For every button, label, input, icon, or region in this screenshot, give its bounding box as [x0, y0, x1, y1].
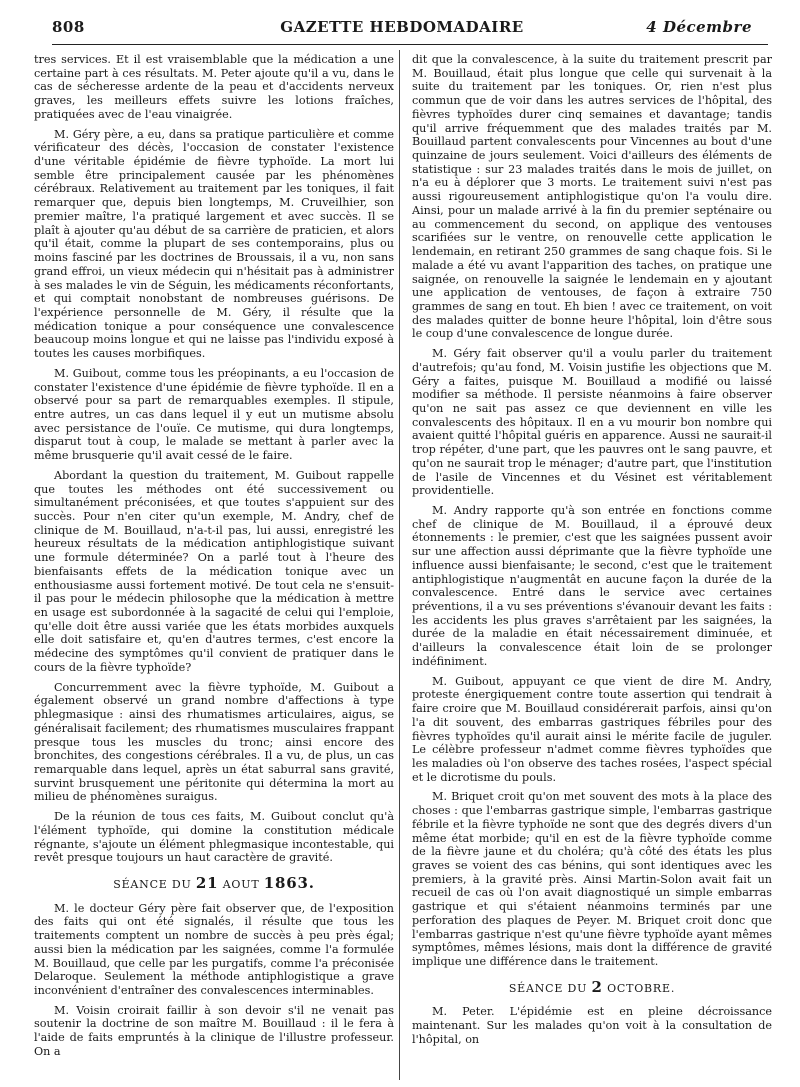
issue-date: 4 Décembre: [646, 18, 752, 36]
paragraph: tres services. Et il est vraisemblable que la médication a une certaine part à ces résultats. M. Peter ajoute qu'il a vu, dans le cas de sécheresse ardente de la peau et d'accidents nerveux graves, les meilleurs effets suivre les lotions fraîches, pratiquées avec de l'eau vinaigrée.: [34, 53, 394, 121]
paragraph: M. Guibout, comme tous les préopinants, a eu l'occasion de constater l'existence d'une épidémie de fièvre typhoïde. Il en a observé pour sa part de remarquables exemples. Il stipule, entre autres, un cas dans lequel il y eut un mutisme absolu avec persistance de l'ouïe. Ce mutisme, qui dura longtemps, disparut tout à coup, le malade se mettant à parler avec la même brusquerie qu'il avait cessé de le faire.: [34, 366, 394, 463]
paragraph: dit que la convalescence, à la suite du traitement prescrit par M. Bouillaud, était plus longue que celle qui survenait à la suite du traitement par les toniques. Or, rien n'est plus commun que de voir dans les autres services de l'hôpital, des fièvres typhoïdes durer cinq semaines et davantage; tandis qu'il arrive fréquemment que des malades traités par M. Bouillaud partent convalescents pour Vincennes au bout d'une quinzaine de jours seulement. Voici d'ailleurs des éléments de statistique : sur 23 malades traités dans le mois de juillet, on n'a eu à déplorer que 3 morts. Le traitement suivi n'est pas aussi rigoureusement antiphlogistique qu'on l'a voulu dire. Ainsi, pour un malade arrivé à la fin du premier septénaire ou au commencement du second, on applique des ventouses scarifiées sur le ventre, on renouvelle cette application le lendemain, en retirant 250 grammes de sang chaque fois. Si le malade a été vu avant l'apparition des taches, on pratique une saignée, on renouvelle la saignée le lendemain en y ajoutant une application de ventouses, de façon à extraire 750 grammes de sang en tout. Eh bien ! avec ce traitement, on voit des malades quitter de bonne heure l'hôpital, loin d'être sous le coup d'une convalescence de longue durée.: [412, 53, 772, 341]
journal-title: GAZETTE HEBDOMADAIRE: [280, 18, 524, 36]
left-column: [34, 53, 394, 1065]
session-prefix: SÉANCE DU: [113, 877, 192, 891]
session-year: 1863.: [263, 873, 315, 892]
session-month: OCTOBRE.: [607, 981, 676, 995]
paragraph: Abordant la question du traitement, M. Guibout rappelle que toutes les méthodes ont été successivement ou simultanément préconisées, et que toutes s'appuient sur des succès. Pour n'en citer qu'un exemple, M. Andry, chef de clinique de M. Bouillaud, n'a-t-il pas, lui aussi, enregistré les heureux résultats de la médication antiphlogistique suivant une formule déterminée? On a parlé tout à l'heure des bienfaisants effets de la médication tonique avec un enthousiasme aussi fortement motivé. De tout cela ne s'ensuit-il pas pour le médecin philosophe que la médication à mettre en usage est subordonnée à la sagacité de celui qui l'emploie, qu'elle doit être aussi variée que les états morbides auxquels elle doit satisfaire et, qu'en d'autres termes, c'est encore la médecine des symptômes qu'il convient de pratiquer dans le cours de la fièvre typhoïde?: [34, 468, 394, 674]
paragraph: M. Géry fait observer qu'il a voulu parler du traitement d'autrefois; qu'au fond, M. Voisin justifie les objections que M. Géry a faites, puisque M. Bouillaud a modifié ou laissé modifier sa méthode. Il persiste néanmoins à faire observer qu'on ne sait pas assez ce que deviennent en ville les convalescents des hôpitaux. Il en a vu mourir bon nombre qui avaient quitté l'hôpital guéris en apparence. Aussi ne saurait-il trop répéter, d'une part, que les pauvres ont le sang pauvre, et qu'on ne saurait trop le ménager; d'autre part, que l'institution de l'asile de Vincennes et du Vésinet est véritablement providentielle.: [412, 347, 772, 498]
paragraph: M. Guibout, appuyant ce que vient de dire M. Andry, proteste énergiquement contre toute assertion qui tendrait à faire croire que M. Bouillaud considérerait parfois, ainsi qu'on l'a dit souvent, des embarras gastriques fébriles pour des fièvres typhoïdes qu'il aurait ainsi le mérite facile de juguler. Le célèbre professeur n'admet comme fièvres typhoïdes que les maladies où l'on observe des taches rosées, l'aspect spécial et le dicrotisme du pouls.: [412, 674, 772, 784]
right-column: [412, 53, 772, 1053]
session-month: AOUT: [222, 877, 260, 891]
paragraph: M. Briquet croit qu'on met souvent des mots à la place des choses : que l'embarras gastrique simple, l'embarras gastrique fébrile et la fièvre typhoïde ne sont que des degrés divers d'un même état morbide; qu'il en est de la fièvre typhoïde comme de la fièvre jaune et du choléra; qu'à côté des états les plus graves se voient des cas bénins, qui sont identiques avec les premiers, à la gravité près. Ainsi Martin-Solon avait fait un recueil de cas où l'on avait diagnostiqué un simple embarras gastrique et qui s'étaient néanmoins terminés par une perforation des plaques de Peyer. M. Briquet croit donc que l'embarras gastrique n'est qu'une fièvre typhoïde ayant mêmes symptômes, mêmes lésions, mais dont la différence de gravité implique une différence dans le traitement.: [412, 790, 772, 968]
paragraph: M. Voisin croirait faillir à son devoir s'il ne venait pas soutenir la doctrine de son maître M. Bouillaud : il le fera à l'aide de faits empruntés à la clinique de l'illustre professeur. On a: [34, 1003, 394, 1058]
page-header: [52, 18, 752, 42]
paragraph: De la réunion de tous ces faits, M. Guibout conclut qu'à l'élément typhoïde, qui domine la constitution médicale régnante, s'ajoute un élément phlegmasique incontestable, qui revêt presque toujours un haut caractère de gravité.: [34, 810, 394, 865]
page-number: 808: [52, 18, 85, 36]
paragraph: M. le docteur Géry père fait observer que, de l'exposition des faits qui ont été signalés, il résulte que tous les traitements comptent un nombre de succès à peu près égal; aussi bien la médication par les saignées, comme l'a formulée M. Bouillaud, que celle par les purgatifs, comme l'a préconisée Delaroque. Seulement la méthode antiphlogistique a grave inconvénient d'entraîner des convalescences interminables.: [34, 901, 394, 997]
session-heading: [34, 873, 394, 892]
paragraph: M. Andry rapporte qu'à son entrée en fonctions comme chef de clinique de M. Bouillaud, il a éprouvé deux étonnements : le premier, c'est que les saignées pussent avoir sur une affection aussi déprimante que la fièvre typhoïde une influence aussi bienfaisante; le second, c'est que le traitement antiphlogistique n'augmentât en aucune façon la durée de la convalescence. Entré dans le service avec certaines préventions, il a vu ses préventions s'évanouir devant les faits : les accidents les plus graves s'arrêtaient par les saignées, la durée de la maladie en était nécessairement diminuée, et d'ailleurs la convalescence était loin de se prolonger indéfiniment.: [412, 504, 772, 668]
session-day: 2: [591, 977, 603, 996]
paragraph: M. Géry père, a eu, dans sa pratique particulière et comme vérificateur des décès, l'occasion de constater l'existence d'une véritable épidémie de fièvre typhoïde. La mort lui semble être principalement causée par les phénomènes cérébraux. Relativement au traitement par les toniques, il fait remarquer que, depuis bien longtemps, M. Cruveilhier, son premier maître, l'a pratiqué largement et avec succès. Il se plaît à ajouter qu'au début de sa carrière de praticien, et alors qu'il était, comme la plupart de ses contemporains, plus ou moins fasciné par les doctrines de Broussais, il a vu, non sans grand effroi, un vieux médecin qui n'hésitait pas à administrer à ses malades le vin de Séguin, les médicaments réconfortants, et qui comptait nonobstant de nombreuses guérisons. De l'expérience personnelle de M. Géry, il résulte que la médication tonique a pour conséquence une convalescence beaucoup moins longue et qui ne laisse pas l'individu exposé à toutes les causes morbifiques.: [34, 127, 394, 361]
paragraph: M. Peter. L'épidémie est en pleine décroissance maintenant. Sur les malades qu'on voit à la consultation de l'hôpital, on: [412, 1005, 772, 1046]
column-divider: [399, 50, 400, 1080]
header-rule: [52, 44, 768, 45]
session-heading: [412, 977, 772, 996]
paragraph: Concurremment avec la fièvre typhoïde, M. Guibout a également observé un grand nombre d'affections à type phlegmasique : ainsi des rhumatismes articulaires, aigus, se généralisait facilement; des rhumatismes musculaires frappant presque tous les muscles du tronc; ainsi encore des bronchites, des congestions cérébrales. Il a vu, de plus, un cas remarquable dans lequel, après un état saburral sans gravité, survint brusquement une péritonite qui détermina la mort au milieu de phénomènes suraigus.: [34, 680, 394, 804]
session-prefix: SÉANCE DU: [508, 981, 588, 995]
session-day: 21: [195, 873, 219, 892]
